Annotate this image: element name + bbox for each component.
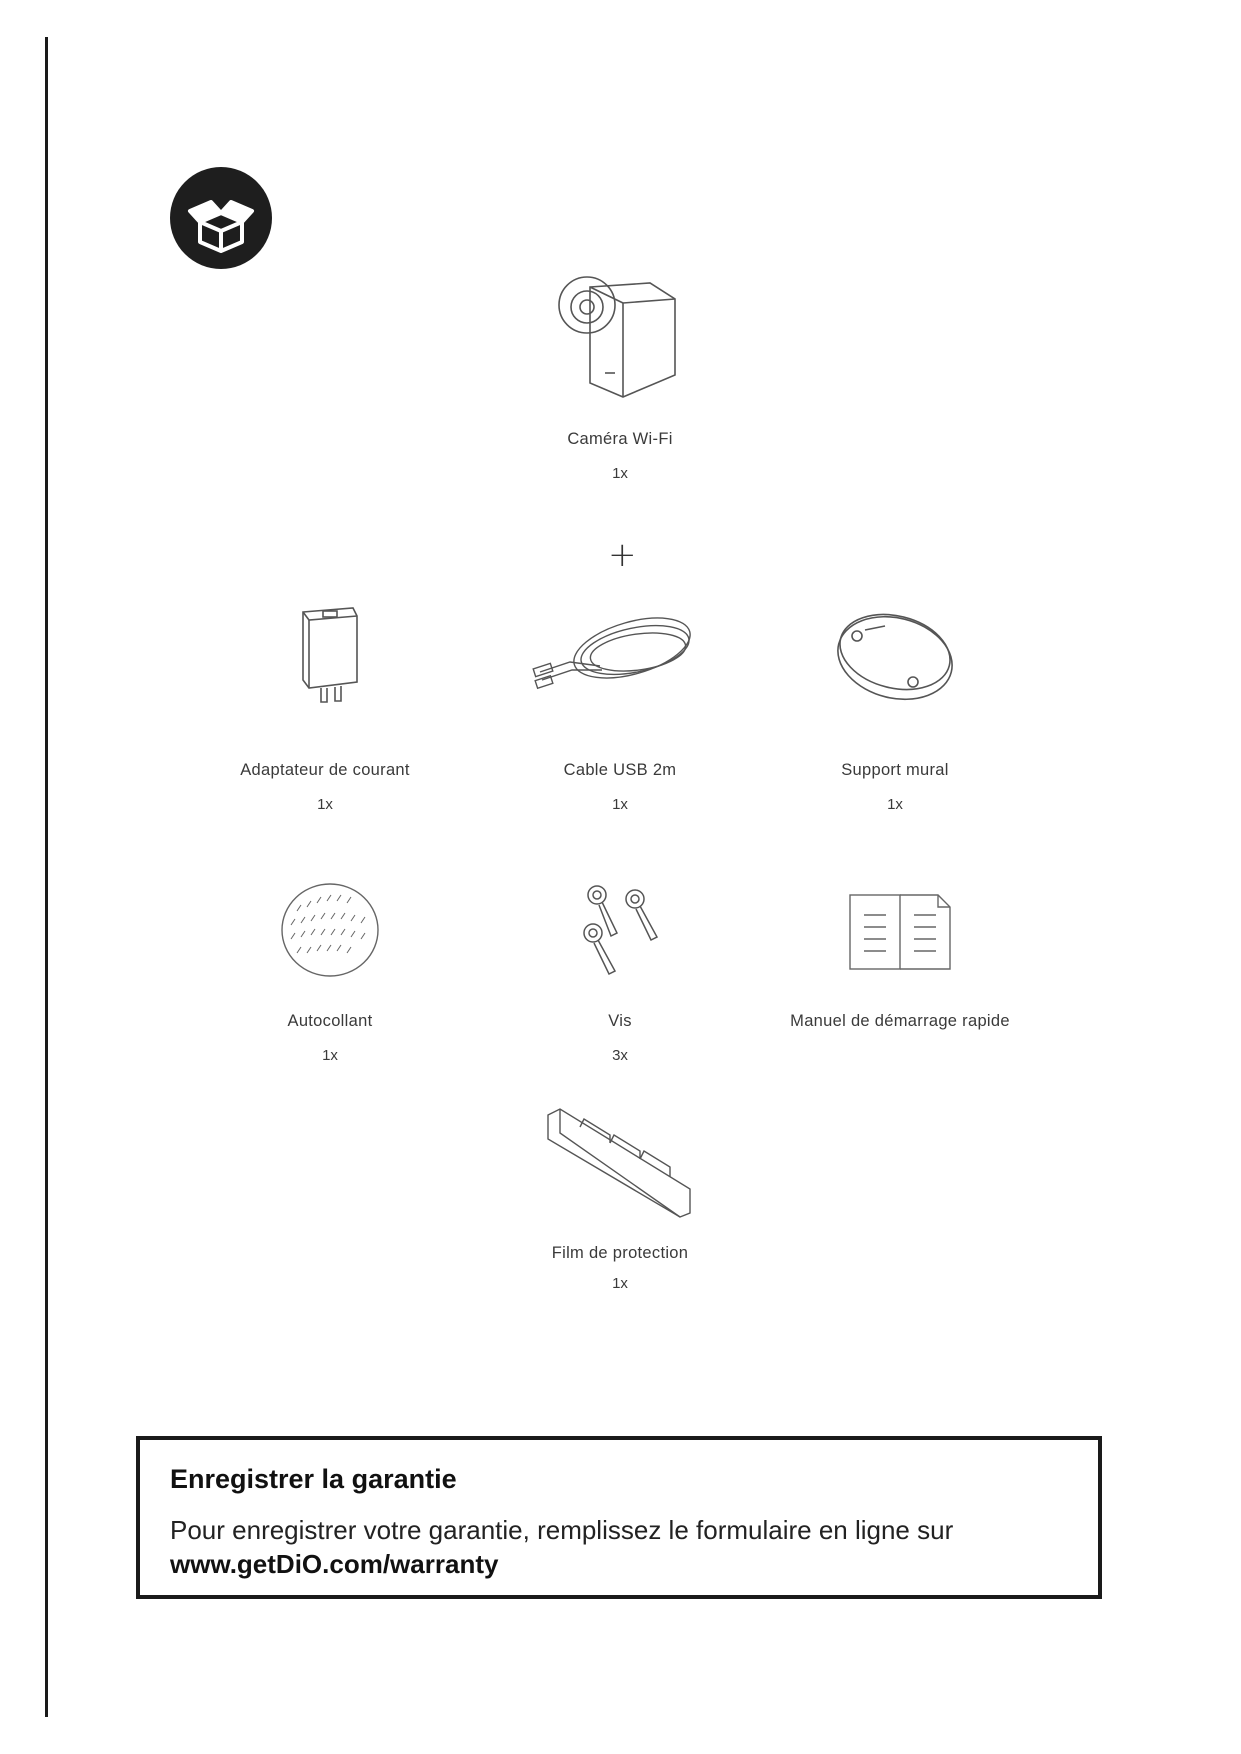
protective-film-illustration bbox=[540, 1105, 700, 1225]
cable-quantity: 1x bbox=[612, 796, 628, 813]
film-quantity: 1x bbox=[612, 1275, 628, 1292]
plus-icon: + bbox=[608, 535, 637, 575]
camera-illustration bbox=[545, 265, 695, 405]
item-film bbox=[515, 1105, 725, 1292]
screws-quantity: 3x bbox=[612, 1047, 628, 1064]
sticker-label: Autocollant bbox=[287, 1012, 373, 1030]
warranty-url-link[interactable]: www.getDiO.com/warranty bbox=[170, 1549, 499, 1579]
sticker-illustration bbox=[275, 875, 385, 985]
film-label: Film de protection bbox=[551, 1244, 689, 1262]
usb-cable-illustration bbox=[530, 600, 710, 710]
cable-label: Cable USB 2m bbox=[563, 761, 677, 779]
item-screws bbox=[515, 875, 725, 1064]
warranty-box bbox=[136, 1436, 1102, 1599]
item-adapter bbox=[220, 600, 430, 813]
screws-illustration bbox=[565, 875, 675, 985]
item-camera bbox=[510, 265, 730, 482]
item-manual bbox=[770, 875, 1030, 1031]
mount-label: Support mural bbox=[841, 761, 949, 779]
mount-quantity: 1x bbox=[887, 796, 903, 813]
warranty-title: Enregistrer la garantie bbox=[170, 1464, 457, 1494]
sticker-quantity: 1x bbox=[322, 1047, 338, 1064]
adapter-label: Adaptateur de courant bbox=[240, 761, 410, 779]
camera-quantity: 1x bbox=[612, 465, 628, 482]
warranty-description: Pour enregistrer votre garantie, remplissez le formulaire en ligne sur bbox=[170, 1515, 954, 1545]
item-sticker bbox=[225, 875, 435, 1064]
wall-mount-illustration bbox=[825, 600, 965, 710]
item-cable bbox=[515, 600, 725, 813]
manual-illustration bbox=[840, 875, 960, 985]
adapter-quantity: 1x bbox=[317, 796, 333, 813]
open-box-icon bbox=[170, 167, 272, 269]
camera-label: Caméra Wi-Fi bbox=[567, 430, 673, 448]
manual-label: Manuel de démarrage rapide bbox=[790, 1012, 1010, 1030]
item-mount bbox=[790, 600, 1000, 813]
screws-label: Vis bbox=[608, 1012, 632, 1030]
page-margin-rule bbox=[45, 37, 48, 1717]
power-adapter-illustration bbox=[275, 600, 375, 710]
warranty-text bbox=[170, 1513, 1090, 1581]
